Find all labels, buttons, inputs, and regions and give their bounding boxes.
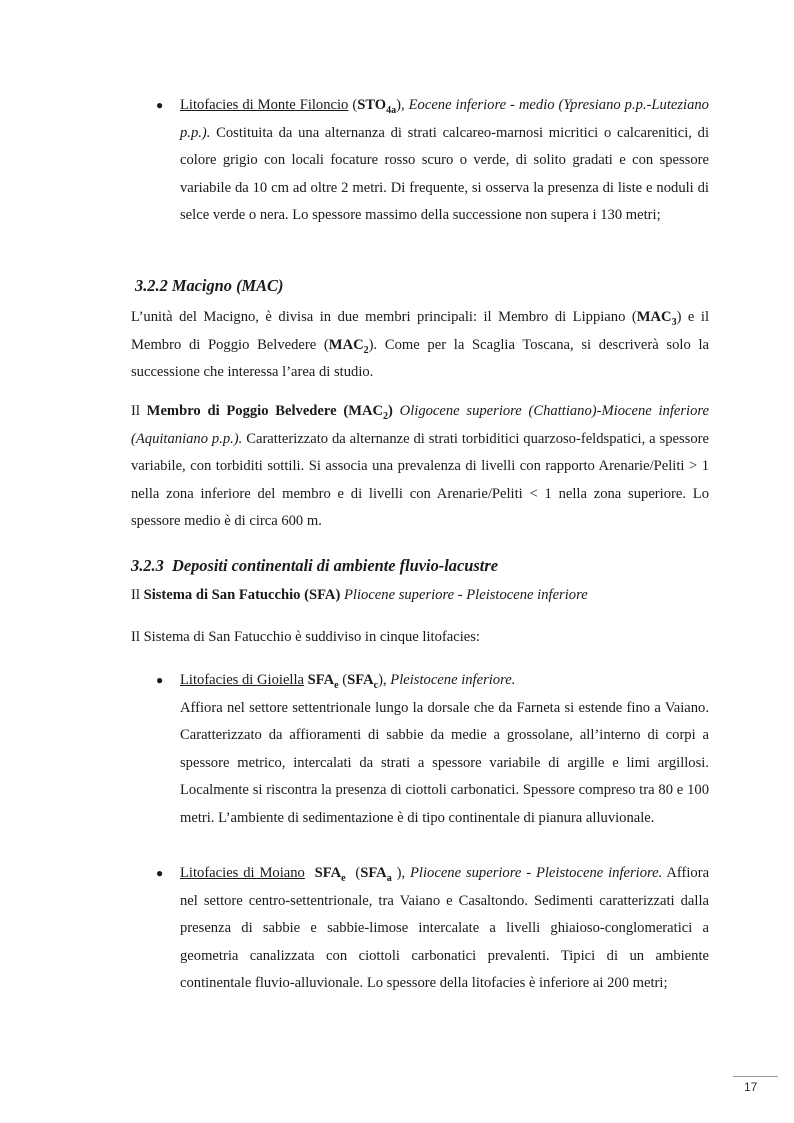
litofacies-intro: Il Sistema di San Fatucchio è suddiviso in cinque litofacies: xyxy=(131,629,480,645)
litofacies-name: Litofacies di Moiano xyxy=(180,865,305,881)
litofacies-description: Affiora nel settore centro-settentrionale, tra Vaiano e Casaltondo. Sedimenti caratterizzati dalla presenza di sabbie e sabbie-limose intercalate a livelli ghiaioso-conglomeratici a geometria canalizzata con ciottoli carbonatici prevalenti. Tipici di un ambiente continentale fluvio-alluvionale. Lo spessore della litofacies è inferiore ai 200 metri; xyxy=(180,865,710,992)
litofacies-name: Litofacies di Gioiella xyxy=(180,672,305,688)
poggio-belvedere-paragraph: Il Membro di Poggio Belvedere $(MAC_2)$ Oligocene superiore (Chattiano)-Miocene inferiore (Aquitaniano p.p.). Caratterizzato da alternanze di strati torbiditici quarzoso-feldspatici, a spessore variabile, con torbiditi sottili. Si associa una prevalenza di livelli con rapporto Arenarie/Peliti > 1 nella zona inferiore del membro e di livelli con Arenarie/Peliti < 1 nella zona superiore. Lo spessore medio è di circa 600 m. xyxy=(131,403,709,530)
bullet-marker: ● xyxy=(156,98,164,112)
litofacies-monte-filoncio: Litofacies di Monte Filoncio $(STO_{4a})$, Eocene inferiore - medio (Ypresiano p.p.-Luteziano p.p.). Costituita da una alternanza di strati calcareo-marnosi micritici o calcarenitici, di colore grigio con locali focature rosso scuro o verde, di solito gradati e con spessore variabile da 10 cm ad oltre 2 metri. Di frequente, si osserva la presenza di liste e noduli di selce verde o nera. Lo spessore massimo della successione non supera i 130 metri; xyxy=(180,97,709,224)
page-number: 17 xyxy=(744,1080,758,1094)
footer-divider xyxy=(733,1076,778,1077)
bullet-marker: ● xyxy=(156,866,164,880)
litofacies-name: Litofacies di Monte Filoncio xyxy=(180,97,349,113)
litofacies-description: Costituita da una alternanza di strati calcareo-marnosi micritici o calcarenitici, di colore grigio con locali focature rosso scuro o verde, di solito gradati e con spessore variabile da 10 cm ad oltre 2 metri. Di frequente, si osserva la presenza di liste e noduli di selce verde o nera. Lo spessore massimo della successione non supera i 130 metri; xyxy=(180,124,709,224)
san-fatucchio-line: Il Sistema di San Fatucchio (SFA) Pliocene superiore - Pleistocene inferiore xyxy=(131,587,588,603)
section-heading-3-2-2: 3.2.2 Macigno (MAC) xyxy=(135,276,284,295)
litofacies-description: Affiora nel settore settentrionale lungo la dorsale che da Farneta si estende fino a Vaiano. Caratterizzato da affioramenti di sabbie da medie a grossolane, all’interno di corpi a spessore metrico, intercalati da strati a spessore variabile di argille e limi argillosi. Localmente si riscontra la presenza di ciottoli carbonatici. Spessore compreso tra 80 e 100 metri. L’ambiente di sedimentazione è di tipo continentale di pianura alluvionale. xyxy=(180,699,709,826)
litofacies-gioiella: Litofacies di Gioiella $SFA_e$ $(SFA_c)$, Pleistocene inferiore. Affiora nel settore settentrionale lungo la dorsale che da Farneta si estende fino a Vaiano. Caratterizzato da affioramenti di sabbie da medie a grossolane, all’interno di corpi a spessore metrico, intercalati da strati a spessore variabile di argille e limi argillosi. Localmente si riscontra la presenza di ciottoli carbonatici. Spessore compreso tra 80 e 100 metri. L’ambiente di sedimentazione è di tipo continentale di pianura alluvionale. xyxy=(180,672,709,826)
section-heading-3-2-3: 3.2.3 Depositi continentali di ambiente fluvio-lacustre xyxy=(131,556,498,575)
litofacies-age: Eocene inferiore - medio (Ypresiano p.p.-Luteziano p.p.). xyxy=(180,97,709,141)
bullet-marker: ● xyxy=(156,673,164,687)
litofacies-moiano: Litofacies di Moiano $SFA_e$ ($SFA_a$ ), Pliocene superiore - Pleistocene inferiore. Affiora nel settore centro-settentrionale, tra Vaiano e Casaltondo. Sedimenti caratterizzati dalla presenza di sabbie e sabbie-limose intercalate a livelli ghiaioso-conglomeratici a geometria canalizzata con ciottoli carbonatici prevalenti. Tipici di un ambiente continentale fluvio-alluvionale. Lo spessore della litofacies è inferiore ai 200 metri; xyxy=(180,865,710,992)
litofacies-code: $STO_{4a}$ xyxy=(357,97,397,116)
macigno-paragraph: L’unità del Macigno, è divisa in due membri principali: il Membro di Lippiano $(MAC_3)$ e il Membro di Poggio Belvedere $(MAC_2)$. Come per la Scaglia Toscana, si descriverà solo la successione che interessa l’area di studio. xyxy=(131,309,710,381)
